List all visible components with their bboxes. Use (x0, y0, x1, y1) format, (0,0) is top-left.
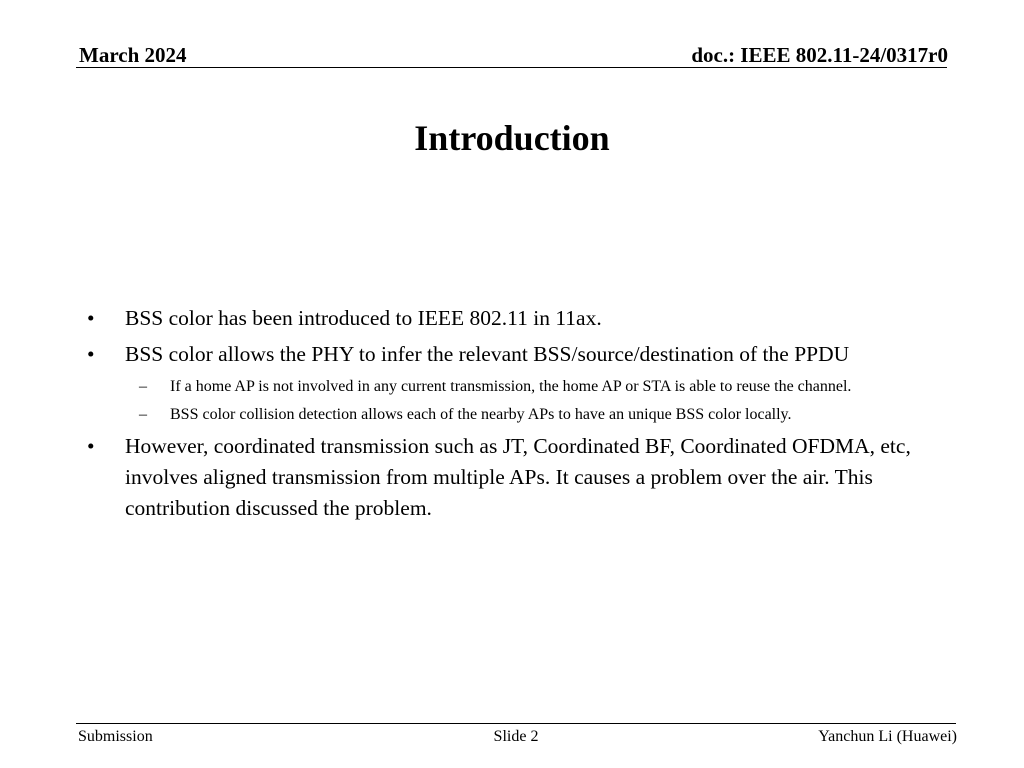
bullet-item (84, 339, 934, 370)
header-date: March 2024 (79, 43, 187, 67)
slide-title: Introduction (414, 118, 610, 158)
bullet-text: However, coordinated transmission such as JT, Coordinated BF, Coordinated OFDMA, etc, involves aligned transmission from multiple APs. It causes a problem over the air. This contribution discussed the problem. (125, 434, 911, 520)
footer-submission: Submission (78, 728, 153, 745)
bullet-marker: • (87, 342, 95, 366)
footer-author: Yanchun Li (Huawei) (818, 728, 957, 745)
sub-bullet-text: If a home AP is not involved in any current transmission, the home AP or STA is able to reuse the channel. (170, 378, 852, 395)
bullet-item (84, 303, 934, 334)
bullet-item (84, 431, 934, 524)
sub-bullet-item (84, 375, 934, 399)
footer-slide-number: Slide 2 (493, 728, 539, 745)
sub-bullet-marker: – (139, 406, 147, 423)
bullet-text: BSS color allows the PHY to infer the relevant BSS/source/destination of the PPDU (125, 342, 850, 366)
bullet-list (84, 303, 934, 529)
header-doc-number: doc.: IEEE 802.11-24/0317r0 (691, 43, 948, 67)
header-divider (76, 67, 947, 68)
sub-bullet-text: BSS color collision detection allows each of the nearby APs to have an unique BSS color locally. (170, 406, 792, 423)
footer-divider (76, 723, 956, 724)
bullet-marker: • (87, 306, 95, 330)
bullet-marker: • (87, 434, 95, 458)
sub-bullet-marker: – (139, 378, 147, 395)
sub-bullet-item (84, 403, 934, 427)
bullet-text: BSS color has been introduced to IEEE 802.11 in 11ax. (125, 306, 602, 330)
